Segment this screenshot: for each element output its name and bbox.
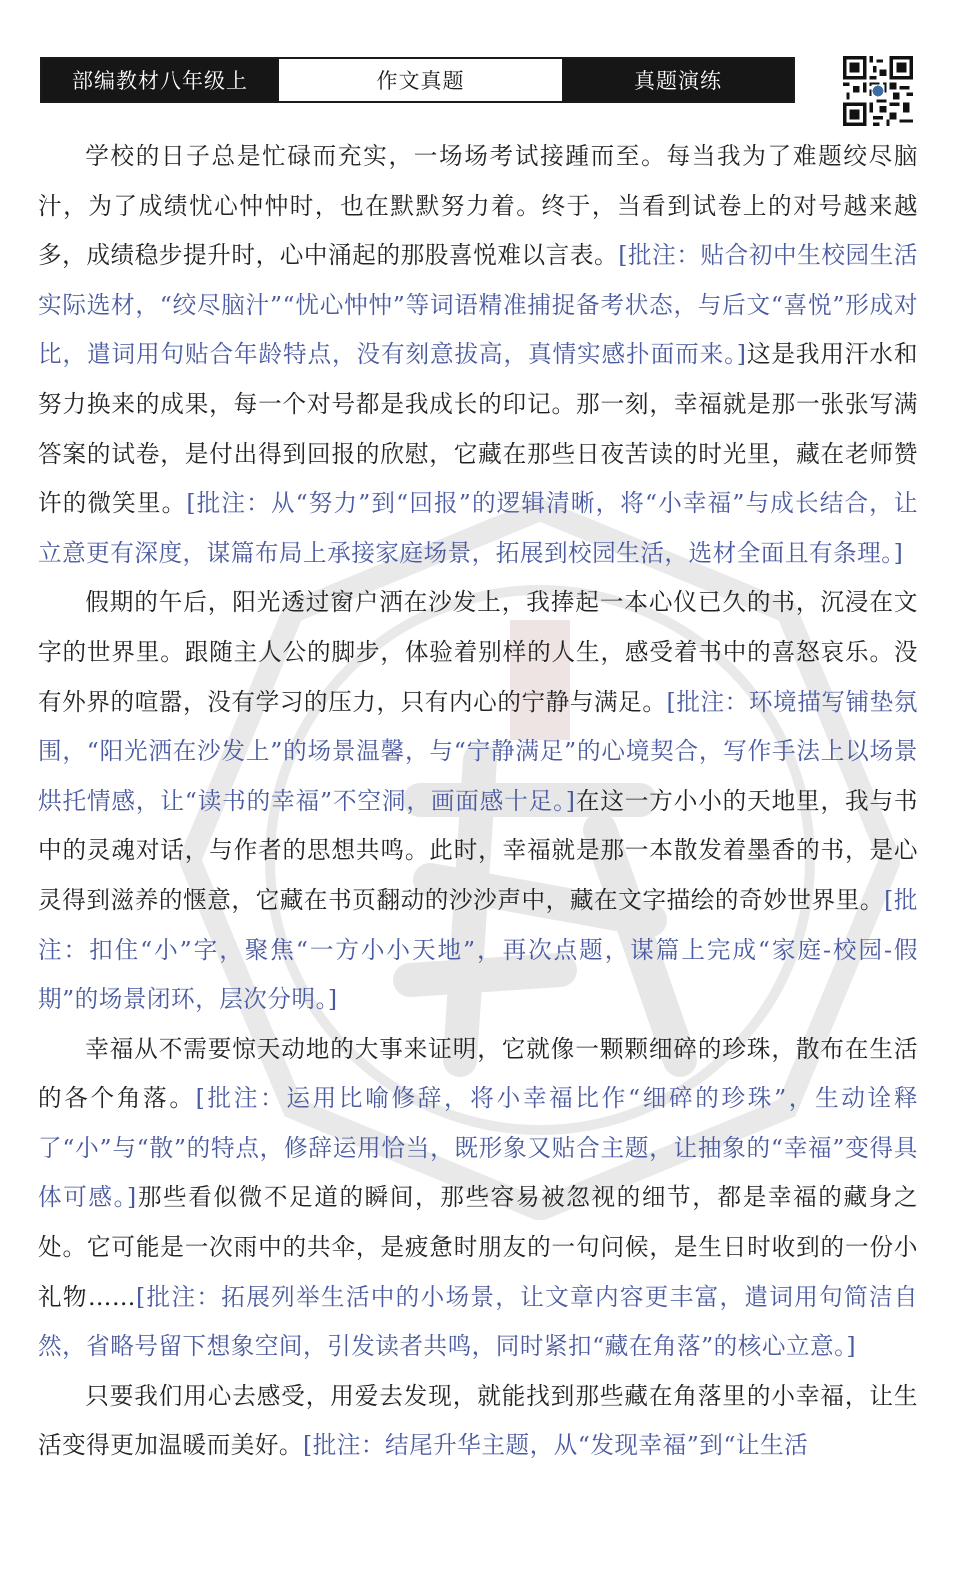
paragraph	[38, 578, 918, 1024]
annotation: [批注：拓展列举生活中的小场景，让文章内容更丰富，遣词用句简洁自然，省略号留下想象空间，引发读者共鸣，同时紧扣“藏在角落”的核心立意。]	[38, 1282, 919, 1361]
body-text: 只要我们用心去感受，用爱去发现，就能找到那些藏在角落里的小幸福，让生活变得更加温暖而美好。	[38, 1381, 918, 1460]
header-section-label: 作文真题	[278, 59, 563, 101]
body-text: 在这一方小小的天地里，我与书中的灵魂对话，与作者的思想共鸣。此时，幸福就是那一本散发着墨香的书，是心灵得到滋养的惬意，它藏在书页翻动的沙沙声中，藏在文字描绘的奇妙世界里。	[38, 786, 919, 914]
body-text: 那些看似微不足道的瞬间，那些容易被忽视的细节，都是幸福的藏身之处。它可能是一次雨中的共伞，是疲惫时朋友的一句问候，是生日时收到的一份小礼物……	[38, 1183, 918, 1311]
paragraph	[38, 132, 918, 578]
header-bar	[40, 57, 795, 103]
annotation: [批注：贴合初中生校园生活实际选材，“绞尽脑汁”“忧心忡忡”等词语精准捕捉备考状态，与后文“喜悦”形成对比，遣词用句贴合年龄特点，没有刻意拔高，真情实感扑面而来。]	[38, 241, 918, 369]
body-text: 学校的日子总是忙碌而充实，一场场考试接踵而至。每当我为了难题绞尽脑汁，为了成绩忧心忡忡时，也在默默努力着。终于，当看到试卷上的对号越来越多，成绩稳步提升时，心中涌起的那股喜悦难以言表。	[38, 142, 918, 270]
paragraph	[38, 1025, 918, 1372]
paragraph	[38, 1372, 918, 1471]
qr-code-icon	[843, 56, 913, 126]
essay-body	[38, 132, 918, 1471]
header-practice-label: 真题演练	[563, 59, 793, 101]
annotation: [批注：环境描写铺垫氛围，“阳光洒在沙发上”的场景温馨，与“宁静满足”的心境契合，写作手法上以场景烘托情感，让“读书的幸福”不空洞，画面感十足。]	[38, 687, 918, 815]
body-text: 幸福从不需要惊天动地的大事来证明，它就像一颗颗细碎的珍珠，散布在生活的各个角落。	[38, 1034, 918, 1113]
annotation: [批注：运用比喻修辞，将小幸福比作“细碎的珍珠”，生动诠释了“小”与“散”的特点，修辞运用恰当，既形象又贴合主题，让抽象的“幸福”变得具体可感。]	[38, 1084, 919, 1212]
annotation: [批注：从“努力”到“回报”的逻辑清晰，将“小幸福”与成长结合，让立意更有深度，谋篇布局上承接家庭场景，拓展到校园生活，选材全面且有条理。]	[38, 489, 918, 567]
body-text: 这是我用汗水和努力换来的成果，每一个对号都是我成长的印记。那一刻，幸福就是那一张张写满答案的试卷，是付出得到回报的欣慰，它藏在那些日夜苦读的时光里，藏在老师赞许的微笑里。	[38, 340, 919, 518]
annotation: [批注：结尾升华主题，从“发现幸福”到“让生活	[303, 1431, 809, 1460]
header-grade-label: 部编教材八年级上	[42, 59, 278, 101]
annotation: [批注：扣住“小”字，聚焦“一方小小天地”，再次点题，谋篇上完成“家庭-校园-假期”的场景闭环，层次分明。]	[38, 885, 918, 1014]
body-text: 假期的午后，阳光透过窗户洒在沙发上，我捧起一本心仪已久的书，沉浸在文字的世界里。跟随主人公的脚步，体验着别样的人生，感受着书中的喜怒哀乐。没有外界的喧嚣，没有学习的压力，只有内心的宁静与满足。	[38, 588, 918, 716]
